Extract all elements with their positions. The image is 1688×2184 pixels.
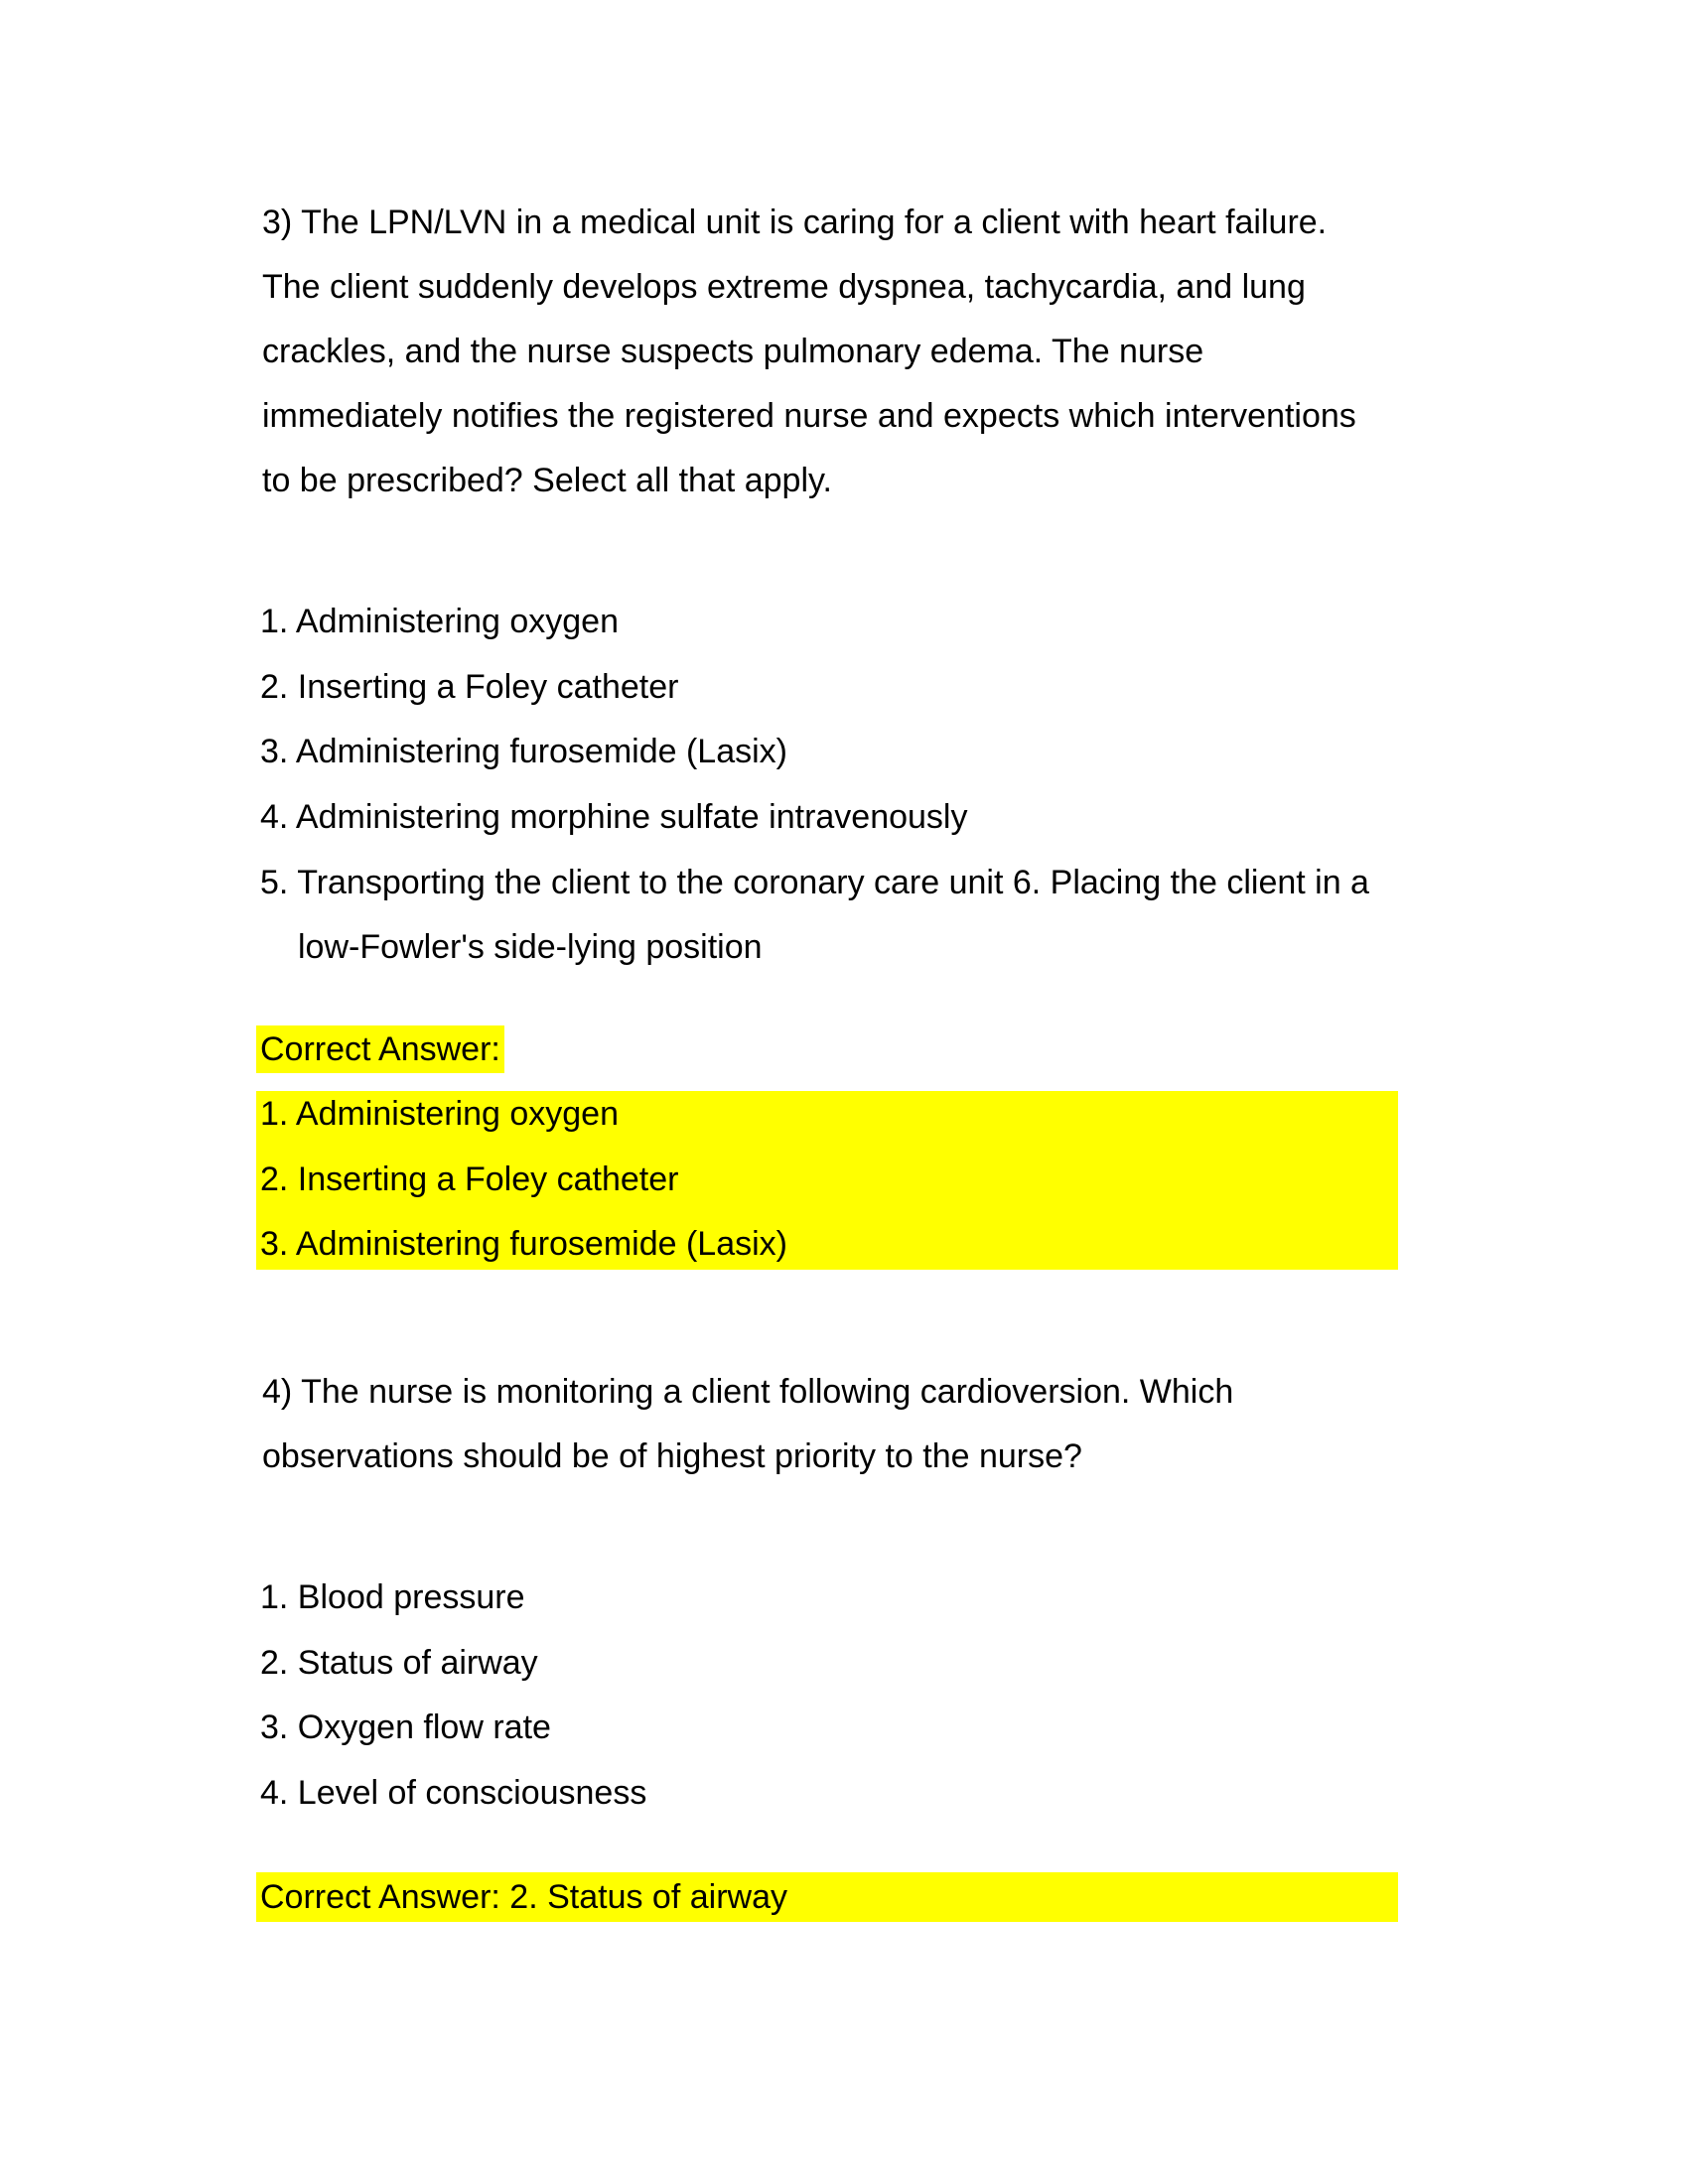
- question-4-correct-answer: Correct Answer: 2. Status of airway: [260, 1878, 787, 1916]
- question-4-text: 4) The nurse is monitoring a client following cardioversion. Which observations should be of highest priority to the nurse?: [262, 1373, 1234, 1475]
- question-3-correct-label: Correct Answer:: [256, 1025, 504, 1073]
- question-4-option-3: 3. Oxygen flow rate: [260, 1708, 551, 1746]
- question-4-option-2: 2. Status of airway: [260, 1644, 538, 1682]
- question-3-option-5: 5. Transporting the client to the coronary care unit 6. Placing the client in a low-Fowler's side-lying position: [260, 864, 1369, 966]
- question-3-option-1: 1. Administering oxygen: [260, 603, 619, 640]
- question-3-option-2: 2. Inserting a Foley catheter: [260, 668, 679, 706]
- question-4-option-1: 1. Blood pressure: [260, 1578, 525, 1616]
- question-3-correct-answer-3: 3. Administering furosemide (Lasix): [260, 1225, 788, 1263]
- question-3-correct-answer-1: 1. Administering oxygen: [260, 1095, 619, 1133]
- question-3-option-3: 3. Administering furosemide (Lasix): [260, 733, 788, 770]
- question-3-option-4: 4. Administering morphine sulfate intravenously: [260, 798, 968, 836]
- question-3-correct-answer-2: 2. Inserting a Foley catheter: [260, 1160, 679, 1198]
- question-3-text: 3) The LPN/LVN in a medical unit is caring for a client with heart failure. The client suddenly develops extreme dyspnea, tachycardia, and lung crackles, and the nurse suspects pulmonary edema. The nurse immediately notifies the registered nurse and expects which interventions to be prescribed? Select all that apply.: [262, 204, 1356, 499]
- question-4-option-4: 4. Level of consciousness: [260, 1774, 647, 1812]
